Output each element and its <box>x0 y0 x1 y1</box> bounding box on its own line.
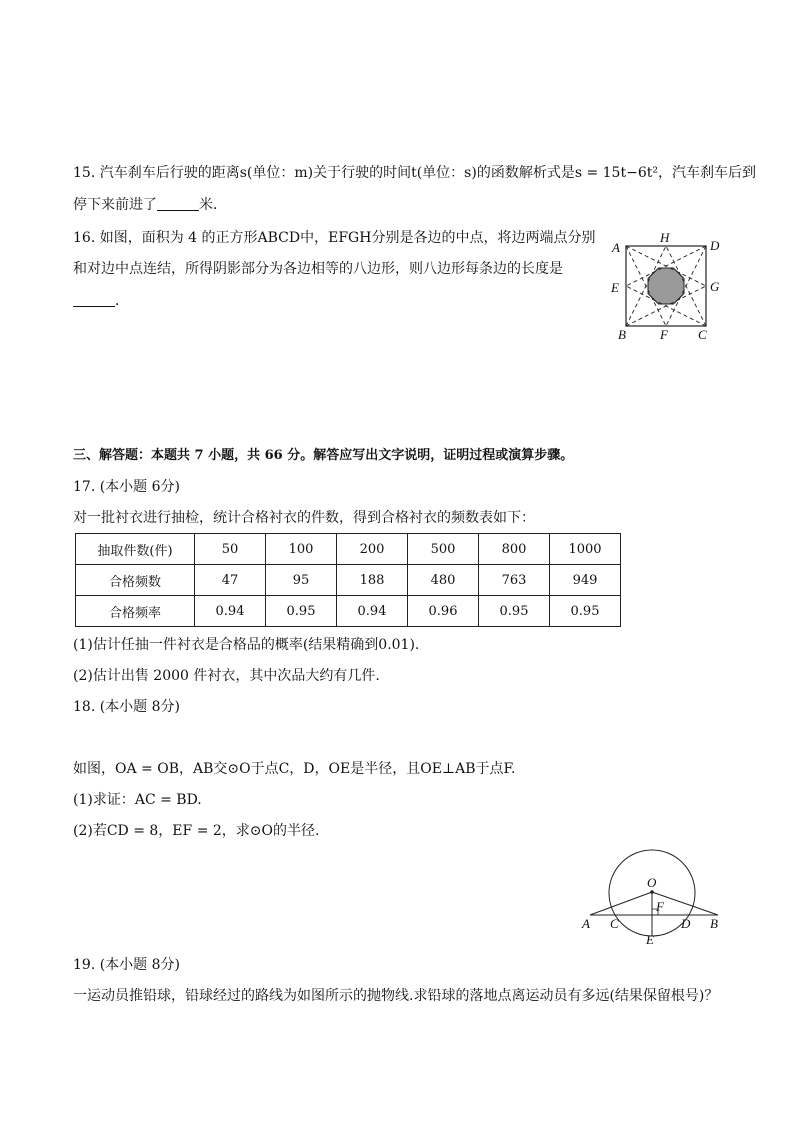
table-cell: 500 <box>408 534 479 565</box>
label-f: F <box>656 899 664 914</box>
table-cell: 0.95 <box>550 596 621 627</box>
table-cell: 0.96 <box>408 596 479 627</box>
table-cell: 0.94 <box>337 596 408 627</box>
shaded-octagon <box>648 268 684 304</box>
q15-line1: 15. 汽车刹车后行驶的距离s(单位：m)关于行驶的时间t(单位：s)的函数解析式是s = 15t−6t²，汽车刹车后到 <box>73 165 756 181</box>
table-cell: 188 <box>337 565 408 596</box>
label-c: C <box>610 916 619 931</box>
q18-intro: 如图，OA = OB，AB交⊙O于点C，D，OE是半径，且OE⊥AB于点F. <box>73 761 516 777</box>
table-cell: 合格频数 <box>76 565 195 596</box>
table-cell: 1000 <box>550 534 621 565</box>
q15-line2-unit: 米． <box>199 197 227 213</box>
label-c: C <box>698 327 707 342</box>
label-d: D <box>681 916 691 931</box>
label-b: B <box>618 327 626 342</box>
q19-title: 19. (本小题 8分) <box>73 957 180 973</box>
table-row <box>76 565 621 596</box>
label-o: O <box>647 875 657 890</box>
table-cell: 合格频率 <box>76 596 195 627</box>
q17-intro: 对一批衬衣进行抽检，统计合格衬衣的件数，得到合格衬衣的频数表如下： <box>73 510 535 526</box>
table-cell: 949 <box>550 565 621 596</box>
table-cell: 0.95 <box>266 596 337 627</box>
center-point <box>650 890 654 894</box>
table-cell: 50 <box>195 534 266 565</box>
q18-part1: (1)求证：AC = BD. <box>73 792 202 808</box>
label-e: E <box>646 932 654 947</box>
table-cell: 0.94 <box>195 596 266 627</box>
segment-oa <box>590 892 652 915</box>
circle-figure <box>576 844 726 949</box>
table-cell: 763 <box>479 565 550 596</box>
label-a: A <box>582 916 590 931</box>
label-e: E <box>611 280 619 295</box>
answer-blank <box>73 292 115 307</box>
label-d: D <box>710 238 720 253</box>
q16-line1: 16. 如图，面积为 4 的正方形ABCD中，EFGH分别是各边的中点，将边两端点分别 <box>73 230 596 246</box>
label-a: A <box>612 240 620 255</box>
q16-line3 <box>73 291 129 311</box>
table-cell: 47 <box>195 565 266 596</box>
table-cell: 95 <box>266 565 337 596</box>
q15-line2-text: 停下来前进了 <box>73 197 157 213</box>
q19-text: 一运动员推铅球，铅球经过的路线为如图所示的抛物线.求铅球的落地点离运动员有多远(结果保留根号)？ <box>73 988 719 1004</box>
frequency-table <box>75 533 621 627</box>
label-f: F <box>660 327 668 342</box>
q17-part1: (1)估计任抽一件衬衣是合格品的概率(结果精确到0.01). <box>73 637 420 653</box>
table-cell: 480 <box>408 565 479 596</box>
label-h: H <box>660 232 670 245</box>
q16-line3-suffix: ． <box>115 293 129 309</box>
section-heading: 三、解答题：本题共 7 小题，共 66 分。解答应写出文字说明，证明过程或演算步骤。 <box>73 448 574 463</box>
table-row <box>76 596 621 627</box>
q18-title: 18. (本小题 8分) <box>73 699 180 715</box>
q16-line2: 和对边中点连结，所得阴影部分为各边相等的八边形，则八边形每条边的长度是 <box>73 261 563 277</box>
table-cell: 100 <box>266 534 337 565</box>
q18-part2: (2)若CD = 8，EF = 2，求⊙O的半径. <box>73 823 320 839</box>
answer-blank <box>157 196 199 211</box>
table-cell: 200 <box>337 534 408 565</box>
label-b: B <box>710 916 718 931</box>
q15-line2 <box>73 195 227 215</box>
q17-part2: (2)估计出售 2000 件衬衣，其中次品大约有几件. <box>73 668 380 684</box>
table-cell: 0.95 <box>479 596 550 627</box>
square-figure <box>606 232 726 344</box>
q17-title: 17. (本小题 6分) <box>73 479 180 495</box>
table-cell: 800 <box>479 534 550 565</box>
table-cell: 抽取件数(件) <box>76 534 195 565</box>
table-row <box>76 534 621 565</box>
label-g: G <box>710 279 720 294</box>
